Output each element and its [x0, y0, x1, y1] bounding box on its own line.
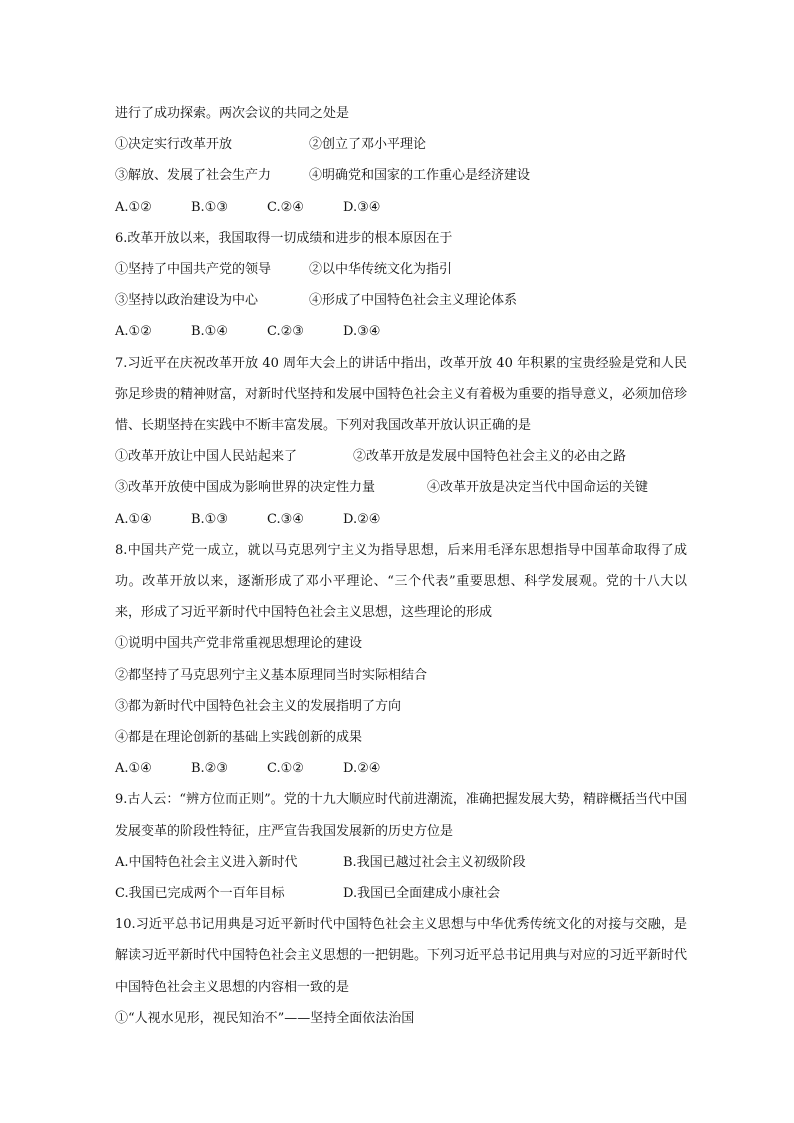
q7-option-c[interactable]: C.③④ — [267, 511, 304, 527]
q9-option-a[interactable]: A.中国特色社会主义进入新时代 — [115, 854, 298, 870]
q7-stem: 7.习近平在庆祝改革开放 40 周年大会上的讲话中指出，改革开放 40 年积累的宝贵经验是党和人民弥足珍贵的精神财富，对新时代坚持和发展中国特色社会主义有着极为重要的指导意义，必须加倍珍惜、长期坚持在实践中不断丰富发展。下列对我国改革开放认识正确的是 — [115, 355, 688, 434]
q7-option-a[interactable]: A.①④ — [115, 511, 152, 527]
q5-statements-row-1 — [115, 129, 687, 160]
q7-statement-4: ④改革开放是决定当代中国命运的关键 — [427, 480, 649, 496]
q6-statements-row-1 — [115, 254, 687, 285]
q5-statement-1: ①决定实行改革开放 — [115, 137, 233, 153]
q5-options — [115, 192, 687, 223]
q5-option-c[interactable]: C.②④ — [267, 199, 304, 215]
q7-statement-1: ①改革开放让中国人民站起来了 — [115, 449, 298, 465]
q5-statement-2: ②创立了邓小平理论 — [309, 137, 427, 153]
q7-statement-2: ②改革开放是发展中国特色社会主义的必由之路 — [353, 449, 627, 465]
q8-options — [115, 753, 687, 784]
q6-option-a[interactable]: A.①② — [115, 324, 152, 340]
q6-option-d[interactable]: D.③④ — [343, 324, 381, 340]
q6-statements-row-2 — [115, 285, 687, 316]
q6-statement-1: ①坚持了中国共产党的领导 — [115, 262, 272, 278]
q6-option-b[interactable]: B.①④ — [191, 324, 228, 340]
q10-statement-1: ①“人视水见形，视民知治不”——坚持全面依法治国 — [115, 1010, 415, 1026]
q9-option-c[interactable]: C.我国已完成两个一百年目标 — [115, 886, 285, 902]
q7-statements-row-1 — [115, 441, 687, 472]
q9-option-d[interactable]: D.我国已全面建成小康社会 — [343, 886, 501, 902]
q5-option-b[interactable]: B.①③ — [191, 199, 228, 215]
q6-options — [115, 316, 687, 347]
q6-option-c[interactable]: C.②③ — [267, 324, 304, 340]
q7-option-b[interactable]: B.①③ — [191, 511, 228, 527]
q6-statement-4: ④形成了中国特色社会主义理论体系 — [309, 293, 518, 309]
q7-options — [115, 504, 687, 535]
q10-stem: 10.习近平总书记用典是习近平新时代中国特色社会主义思想与中华优秀传统文化的对接与交融，是解读习近平新时代中国特色社会主义思想的一把钥匙。下列习近平总书记用典与对应的习近平新时代中国特色社会主义思想的内容相一致的是 — [115, 917, 688, 995]
q5-option-a[interactable]: A.①② — [115, 199, 152, 215]
q7-option-d[interactable]: D.②④ — [343, 511, 381, 527]
q7-statement-3: ③改革开放使中国成为影响世界的决定性力量 — [115, 480, 376, 496]
q9-option-b[interactable]: B.我国已越过社会主义初级阶段 — [343, 854, 526, 870]
q5-statements-row-2 — [115, 160, 687, 191]
q8-statement-2: ②都坚持了马克思列宁主义基本原理同当时实际相结合 — [115, 667, 428, 683]
q8-option-b[interactable]: B.②③ — [191, 761, 228, 777]
q8-statement-4: ④都是在理论创新的基础上实践创新的成果 — [115, 730, 363, 746]
q7-statements-row-2 — [115, 472, 687, 503]
q8-statement-1: ①说明中国共产党非常重视思想理论的建设 — [115, 636, 363, 652]
q8-statement-3: ③都为新时代中国特色社会主义的发展指明了方向 — [115, 698, 402, 714]
q9-stem: 9.古人云：“辨方位而正则”。党的十九大顺应时代前进潮流，准确把握发展大势，精辟概括当代中国发展变革的阶段性特征，庄严宣告我国发展新的历史方位是 — [115, 792, 687, 839]
document-page — [115, 98, 687, 1034]
q9-options-row-1 — [115, 847, 687, 878]
q8-option-a[interactable]: A.①④ — [115, 761, 152, 777]
q6-statement-2: ②以中华传统文化为指引 — [309, 262, 453, 278]
q6-statement-3: ③坚持以政治建设为中心 — [115, 293, 259, 309]
q5-statement-3: ③解放、发展了社会生产力 — [115, 168, 272, 184]
q5-option-d[interactable]: D.③④ — [343, 199, 381, 215]
q5-statement-4: ④明确党和国家的工作重心是经济建设 — [309, 168, 531, 184]
q9-options-row-2 — [115, 878, 687, 909]
q8-stem: 8.中国共产党一成立，就以马克思列宁主义为指导思想，后来用毛泽东思想指导中国革命取得了成功。改革开放以来，逐渐形成了邓小平理论、“三个代表”重要思想、科学发展观。党的十八大以来，形成了习近平新时代中国特色社会主义思想，这些理论的形成 — [115, 542, 687, 621]
q8-option-d[interactable]: D.②④ — [343, 761, 381, 777]
q8-option-c[interactable]: C.①② — [267, 761, 304, 777]
q6-stem: 6.改革开放以来，我国取得一切成绩和进步的根本原因在于 — [115, 230, 453, 246]
q5-stem-continuation: 进行了成功探索。两次会议的共同之处是 — [115, 106, 350, 121]
